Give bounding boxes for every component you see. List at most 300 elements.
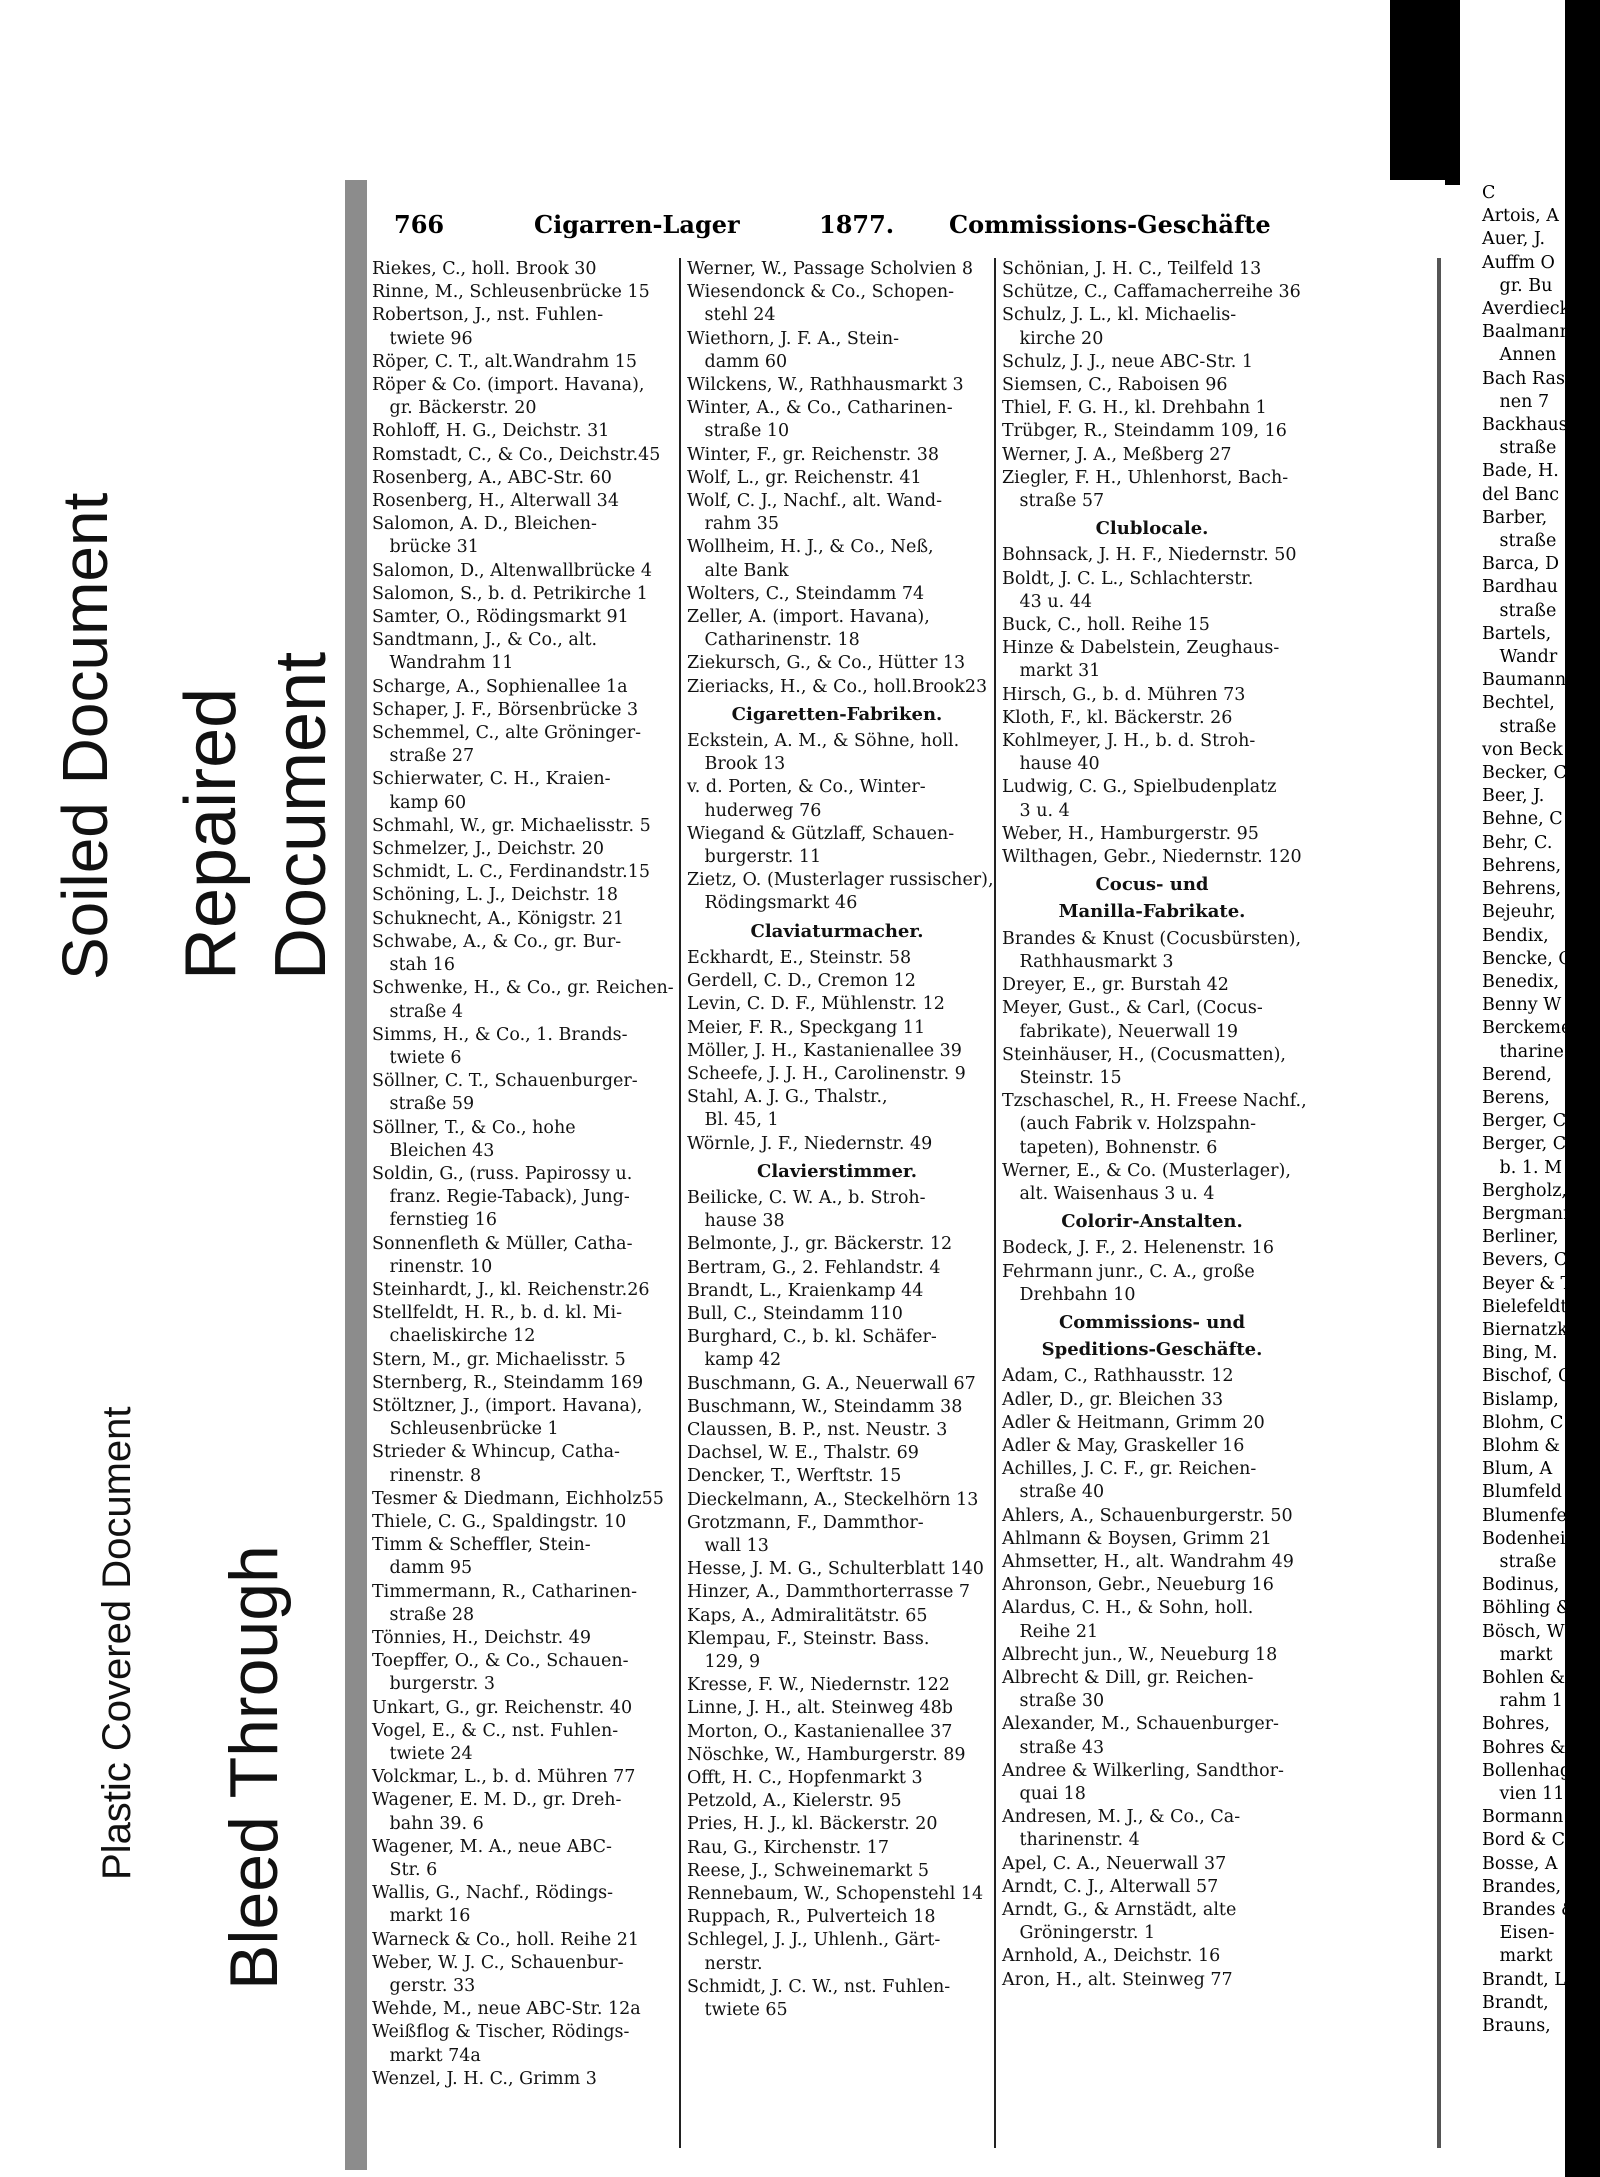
directory-entry: Bleichen 43: [372, 1140, 495, 1161]
directory-entry: Stöltzner, J., (import. Havana),: [372, 1395, 643, 1416]
directory-entry: Beilicke, C. W. A., b. Stroh-: [687, 1187, 926, 1208]
directory-entry: Bohres &: [1482, 1737, 1566, 1758]
directory-entry: Söllner, C. T., Schauenburger-: [372, 1071, 638, 1092]
directory-entry: (auch Fabrik v. Holzspahn-: [1002, 1114, 1257, 1135]
directory-entry: Grotzmann, F., Dammthor-: [687, 1512, 924, 1533]
label-repaired: Repaired: [171, 687, 251, 980]
directory-entry: fabrikate), Neuerwall 19: [1002, 1021, 1239, 1042]
directory-entry: straße 30: [1002, 1691, 1105, 1712]
directory-entry: Stellfeldt, H. R., b. d. kl. Mi-: [372, 1303, 623, 1324]
directory-entry: twiete 96: [372, 328, 473, 349]
directory-entry: 129, 9: [687, 1651, 761, 1672]
directory-entry: Catharinenstr. 18: [687, 630, 860, 651]
directory-entry: Bull, C., Steindamm 110: [687, 1303, 903, 1324]
directory-entry: Vogel, E., & C., nst. Fuhlen-: [372, 1720, 619, 1741]
directory-entry: rinenstr. 8: [372, 1465, 482, 1486]
directory-entry: Sternberg, R., Steindamm 169: [372, 1372, 644, 1393]
directory-entry: Siemsen, C., Raboisen 96: [1002, 375, 1228, 396]
directory-entry: Sandtmann, J., & Co., alt.: [372, 630, 598, 651]
directory-entry: Bischof, C: [1482, 1366, 1572, 1387]
directory-entry: Berliner,: [1482, 1227, 1559, 1248]
directory-entry: Berend,: [1482, 1064, 1552, 1085]
directory-entry: Tesmer & Diedmann, Eichholz55: [372, 1488, 664, 1509]
directory-entry: Wolters, C., Steindamm 74: [687, 583, 925, 604]
directory-entry: Bösch, W: [1482, 1621, 1565, 1642]
directory-entry: Claussen, B. P., nst. Neustr. 3: [687, 1419, 948, 1440]
directory-entry: Eckhardt, E., Steinstr. 58: [687, 947, 912, 968]
directory-entry: b. 1. M: [1482, 1157, 1563, 1178]
directory-entry: Zieriacks, H., & Co., holl.Brook23: [687, 676, 988, 697]
directory-entry: damm 95: [372, 1558, 473, 1579]
directory-entry: Warneck & Co., holl. Reihe 21: [372, 1929, 640, 1950]
directory-entry: Aron, H., alt. Steinweg 77: [1002, 1969, 1233, 1990]
directory-entry: burgerstr. 11: [687, 847, 822, 868]
directory-entry: Berckemei: [1482, 1018, 1577, 1039]
directory-entry: Brandes,: [1482, 1876, 1562, 1897]
directory-entry: Kloth, F., kl. Bäckerstr. 26: [1002, 707, 1233, 728]
directory-entry: Wilckens, W., Rathhausmarkt 3: [687, 375, 964, 396]
directory-entry: Steinhardt, J., kl. Reichenstr.26: [372, 1279, 650, 1300]
label-bleed-through: Bleed Through: [216, 1545, 292, 1990]
directory-entry: Strieder & Whincup, Catha-: [372, 1442, 620, 1463]
section-heading: Manilla-Fabrikate.: [1058, 901, 1246, 923]
directory-entry: v. d. Porten, & Co., Winter-: [687, 777, 926, 798]
directory-entry: Andree & Wilkerling, Sandthor-: [1002, 1760, 1284, 1781]
section-heading: Clavierstimmer.: [757, 1160, 917, 1182]
directory-entry: Rosenberg, A., ABC-Str. 60: [372, 467, 612, 488]
directory-entry: vien 11: [1482, 1784, 1565, 1805]
directory-entry: Bing, M.: [1482, 1343, 1558, 1364]
directory-entry: Rinne, M., Schleusenbrücke 15: [372, 282, 650, 303]
directory-entry: fernstieg 16: [372, 1210, 497, 1231]
directory-entry: Schönian, J. H. C., Teilfeld 13: [1002, 259, 1262, 279]
directory-entry: gr. Bu: [1482, 275, 1553, 296]
directory-entry: Bl. 45, 1: [687, 1110, 779, 1131]
directory-entry: Ahlers, A., Schauenburgerstr. 50: [1002, 1505, 1293, 1526]
directory-entry: Rennebaum, W., Schopenstehl 14: [687, 1884, 984, 1905]
directory-entry: alt. Waisenhaus 3 u. 4: [1002, 1183, 1215, 1204]
directory-entry: straße 40: [1002, 1482, 1105, 1503]
directory-entry: Wilthagen, Gebr., Niedernstr. 120: [1002, 847, 1302, 868]
directory-entry: Werner, J. A., Meßberg 27: [1002, 444, 1232, 465]
directory-entry: Bartels,: [1482, 623, 1552, 644]
directory-entry: Wagener, M. A., neue ABC-: [372, 1836, 612, 1857]
directory-entry: Scheefe, J. J. H., Carolinenstr. 9: [687, 1063, 966, 1084]
directory-entry: Bosse, A: [1482, 1853, 1558, 1874]
directory-entry: Wagener, E. M. D., gr. Dreh-: [372, 1790, 622, 1811]
scanned-page: [345, 180, 1577, 2170]
left-title: Cigarren-Lager: [534, 210, 740, 239]
right-title: Commissions-Geschäfte: [949, 210, 1271, 239]
directory-entry: Bade, H.: [1482, 461, 1559, 482]
directory-entry: markt: [1482, 1946, 1553, 1967]
directory-entry: Wollheim, H. J., & Co., Neß,: [687, 537, 934, 558]
directory-entry: Barca, D: [1482, 554, 1560, 575]
directory-entry: hause 40: [1002, 754, 1100, 775]
directory-entry: Buck, C., holl. Reihe 15: [1002, 615, 1210, 636]
directory-entry: Schuknecht, A., Königstr. 21: [372, 908, 625, 929]
directory-entry: huderweg 76: [687, 800, 822, 821]
directory-entry: Linne, J. H., alt. Steinweg 48b: [687, 1698, 953, 1719]
directory-entry: Schmidt, J. C. W., nst. Fuhlen-: [687, 1976, 951, 1997]
directory-entry: Buschmann, W., Steindamm 38: [687, 1396, 963, 1417]
directory-entry: Toepffer, O., & Co., Schauen-: [372, 1651, 629, 1672]
section-heading: Commissions- und: [1058, 1311, 1246, 1333]
directory-entry: tapeten), Bohnenstr. 6: [1002, 1137, 1218, 1158]
directory-entry: Adler & May, Graskeller 16: [1002, 1435, 1245, 1456]
directory-entry: Schulz, J. J., neue ABC-Str. 1: [1002, 351, 1254, 372]
directory-entry: alte Bank: [687, 560, 789, 581]
directory-entry: Buschmann, G. A., Neuerwall 67: [687, 1373, 976, 1394]
directory-entry: Wandrahm 11: [372, 653, 514, 674]
directory-entry: Dencker, T., Werftstr. 15: [687, 1466, 902, 1487]
directory-entry: Wallis, G., Nachf., Rödings-: [372, 1883, 614, 1904]
directory-entry: burgerstr. 3: [372, 1674, 495, 1695]
directory-entry: Salomon, S., b. d. Petrikirche 1: [372, 583, 648, 604]
directory-entry: Wörnle, J. F., Niedernstr. 49: [687, 1133, 933, 1154]
directory-entry: Schöning, L. J., Deichstr. 18: [372, 885, 619, 906]
directory-entry: markt 74a: [372, 2045, 481, 2066]
directory-entry: markt: [1482, 1644, 1553, 1665]
directory-entry: Salomon, D., Altenwallbrücke 4: [372, 560, 652, 581]
directory-entry: Böhling &: [1482, 1598, 1572, 1619]
directory-entry: Ahronson, Gebr., Neueburg 16: [1002, 1575, 1274, 1596]
directory-entry: Arndt, C. J., Alterwall 57: [1002, 1876, 1219, 1897]
directory-entry: Dreyer, E., gr. Burstah 42: [1002, 975, 1229, 996]
directory-entry: Schmidt, L. C., Ferdinandstr.15: [372, 862, 650, 883]
directory-entry: Brandt, L., Kraienkamp 44: [687, 1280, 924, 1301]
directory-entry: Stern, M., gr. Michaelisstr. 5: [372, 1349, 626, 1370]
directory-entry: Trübger, R., Steindamm 109, 16: [1002, 421, 1287, 442]
directory-entry: twiete 6: [372, 1047, 462, 1068]
directory-entry: Beer, J.: [1482, 786, 1545, 807]
directory-entry: Wiegand & Gützlaff, Schauen-: [687, 823, 955, 844]
directory-entry: Berens,: [1482, 1087, 1550, 1108]
directory-entry: Averdieck,: [1482, 299, 1576, 320]
directory-entry: Meier, F. R., Speckgang 11: [687, 1017, 926, 1038]
directory-entry: Wehde, M., neue ABC-Str. 12a: [372, 1999, 641, 2020]
directory-entry: Behne, C: [1482, 809, 1563, 830]
directory-entry: Annen: [1482, 345, 1557, 366]
directory-entry: twiete 65: [687, 2000, 788, 2021]
directory-entry: Berger, C: [1482, 1111, 1567, 1132]
directory-entry: von Beck: [1482, 739, 1563, 760]
directory-entry: Hirsch, G., b. d. Mühren 73: [1002, 684, 1246, 705]
top-edge-bar: [1390, 0, 1460, 185]
directory-entry: Soldin, G., (russ. Papirossy u.: [372, 1163, 633, 1184]
directory-entry: Bejeuhr,: [1482, 902, 1556, 923]
directory-entry: gr. Bäckerstr. 20: [372, 398, 537, 419]
directory-entry: straße 59: [372, 1094, 475, 1115]
directory-entry: straße: [1482, 600, 1557, 621]
directory-entry: Simms, H., & Co., 1. Brands-: [372, 1024, 628, 1045]
directory-entry: Bach Ras: [1482, 368, 1565, 389]
section-heading: Cigaretten-Fabriken.: [731, 703, 943, 725]
directory-entry: Hesse, J. M. G., Schulterblatt 140: [687, 1559, 984, 1580]
directory-entry: markt 31: [1002, 661, 1101, 682]
label-soiled-document: Soiled Document: [49, 492, 121, 980]
directory-entry: Meyer, Gust., & Carl, (Cocus-: [1002, 998, 1263, 1019]
directory-entry: straße: [1482, 438, 1557, 459]
directory-entry: Albrecht jun., W., Neueburg 18: [1002, 1644, 1278, 1665]
directory-entry: Bergmann: [1482, 1203, 1575, 1224]
directory-entry: Weber, H., Hamburgerstr. 95: [1002, 823, 1259, 844]
directory-entry: Drehbahn 10: [1002, 1284, 1136, 1305]
directory-entry: Andresen, M. J., & Co., Ca-: [1002, 1807, 1241, 1828]
directory-entry: Zeller, A. (import. Havana),: [687, 607, 930, 628]
directory-entry: del Banc: [1482, 484, 1560, 505]
directory-entry: rinenstr. 10: [372, 1256, 493, 1277]
directory-entry: Wandr: [1482, 647, 1558, 668]
directory-entry: Bormann: [1482, 1807, 1564, 1828]
directory-entry: Dachsel, W. E., Thalstr. 69: [687, 1443, 919, 1464]
directory-entry: Auer, J.: [1482, 229, 1546, 250]
directory-entry: Burghard, C., b. kl. Schäfer-: [687, 1327, 937, 1348]
directory-entry: Backhaus: [1482, 415, 1568, 436]
directory-entry: franz. Regie-Taback), Jung-: [372, 1187, 630, 1208]
column-3: [1002, 258, 1307, 1992]
directory-entry: Rathhausmarkt 3: [1002, 951, 1174, 972]
section-heading: Claviaturmacher.: [750, 920, 924, 942]
directory-entry: Schütze, C., Caffamacherreihe 36: [1002, 282, 1301, 303]
section-heading: Colorir-Anstalten.: [1061, 1211, 1243, 1233]
directory-entry: Ziekursch, G., & Co., Hütter 13: [687, 653, 966, 674]
directory-entry: Gröningerstr. 1: [1002, 1923, 1156, 1944]
directory-entry: Wiethorn, J. F. A., Stein-: [687, 328, 900, 349]
directory-entry: Winter, A., & Co., Catharinen-: [687, 398, 953, 419]
directory-entry: Adler, D., gr. Bleichen 33: [1002, 1389, 1224, 1410]
directory-entry: Rosenberg, H., Alterwall 34: [372, 491, 619, 512]
directory-entry: Bollenhag: [1482, 1760, 1572, 1781]
column-1: [372, 258, 672, 2091]
directory-entry: Bodenhei: [1482, 1528, 1566, 1549]
directory-entry: Schmelzer, J., Deichstr. 20: [372, 839, 605, 860]
directory-entry: Timm & Scheffler, Stein-: [372, 1535, 591, 1556]
directory-entry: Schemmel, C., alte Gröninger-: [372, 723, 641, 744]
directory-entry: Schmahl, W., gr. Michaelisstr. 5: [372, 815, 651, 836]
directory-entry: Kohlmeyer, J. H., b. d. Stroh-: [1002, 731, 1256, 752]
directory-entry: Kresse, F. W., Niedernstr. 122: [687, 1675, 950, 1696]
directory-entry: Söllner, T., & Co., hohe: [372, 1117, 576, 1138]
directory-entry: Auffm O: [1482, 252, 1555, 273]
directory-entry: Röper & Co. (import. Havana),: [372, 375, 645, 396]
directory-entry: Artois, A: [1482, 206, 1559, 227]
directory-entry: kirche 20: [1002, 328, 1104, 349]
directory-entry: Bencke, C: [1482, 948, 1572, 969]
directory-entry: Salomon, A. D., Bleichen-: [372, 514, 597, 535]
directory-entry: Alexander, M., Schauenburger-: [1002, 1714, 1279, 1735]
directory-entry: Schulz, J. L., kl. Michaelis-: [1002, 305, 1237, 326]
directory-entry: Brandes & Knust (Cocusbürsten),: [1002, 928, 1302, 949]
directory-entry: Riekes, C., holl. Brook 30: [372, 259, 597, 279]
directory-entry: Brandes &: [1482, 1900, 1577, 1921]
directory-entry: Morton, O., Kastanienallee 37: [687, 1721, 953, 1742]
directory-entry: Albrecht & Dill, gr. Reichen-: [1002, 1667, 1254, 1688]
directory-entry: Bevers, C: [1482, 1250, 1568, 1271]
directory-entry: Bodeck, J. F., 2. Helenenstr. 16: [1002, 1238, 1274, 1259]
directory-entry: Behr, C.: [1482, 832, 1553, 853]
directory-entry: hause 38: [687, 1211, 785, 1232]
directory-entry: 3 u. 4: [1002, 800, 1070, 821]
directory-entry: Sonnenfleth & Müller, Catha-: [372, 1233, 633, 1254]
directory-entry: Str. 6: [372, 1860, 438, 1881]
directory-entry: Dieckelmann, A., Steckelhörn 13: [687, 1489, 979, 1510]
directory-entry: Tönnies, H., Deichstr. 49: [372, 1627, 591, 1648]
page-number: 766: [394, 210, 445, 239]
directory-entry: straße 57: [1002, 491, 1105, 512]
directory-entry: Gerdell, C. D., Cremon 12: [687, 971, 916, 992]
directory-entry: Werner, W., Passage Scholvien 8: [687, 259, 974, 279]
directory-entry: Wenzel, J. H. C., Grimm 3: [372, 2068, 597, 2089]
page-fold: [1437, 258, 1441, 2148]
directory-entry: Eckstein, A. M., & Söhne, holl.: [687, 731, 960, 752]
directory-entry: Hinze & Dabelstein, Zeughaus-: [1002, 638, 1280, 659]
directory-entry: Timmermann, R., Catharinen-: [372, 1581, 638, 1602]
directory-entry: Biernatzk: [1482, 1319, 1568, 1340]
directory-entry: nen 7: [1482, 391, 1550, 412]
directory-entry: brücke 31: [372, 537, 479, 558]
directory-entry: Hinzer, A., Dammthorterrasse 7: [687, 1582, 971, 1603]
directory-entry: straße 4: [372, 1001, 464, 1022]
directory-entry: straße: [1482, 531, 1557, 552]
directory-entry: Kaps, A., Admiralitätstr. 65: [687, 1605, 928, 1626]
directory-entry: kamp 42: [687, 1350, 782, 1371]
directory-entry: Reese, J., Schweinemarkt 5: [687, 1860, 930, 1881]
directory-entry: Achilles, J. C. F., gr. Reichen-: [1002, 1459, 1257, 1480]
directory-entry: Ziegler, F. H., Uhlenhorst, Bach-: [1002, 467, 1289, 488]
directory-entry: Benny W: [1482, 995, 1562, 1016]
directory-entry: stehl 24: [687, 305, 776, 326]
directory-entry: Behrens,: [1482, 855, 1562, 876]
directory-entry: wall 13: [687, 1535, 769, 1556]
directory-entry: Bohres,: [1482, 1714, 1550, 1735]
directory-entry: Bodinus,: [1482, 1575, 1560, 1596]
directory-entry: Becker, C: [1482, 763, 1567, 784]
directory-entry: rahm 35: [687, 514, 779, 535]
directory-entry: Beyer & T: [1482, 1273, 1573, 1294]
directory-entry: Weber, W. J. C., Schauenbur-: [372, 1952, 624, 1973]
directory-entry: Stahl, A. J. G., Thalstr.,: [687, 1087, 888, 1108]
directory-entry: Brauns,: [1482, 2016, 1551, 2037]
directory-entry: Alardus, C. H., & Sohn, holl.: [1002, 1598, 1254, 1619]
directory-entry: Reihe 21: [1002, 1621, 1099, 1642]
directory-entry: Fehrmann junr., C. A., große: [1002, 1261, 1255, 1282]
directory-entry: Blumfeld: [1482, 1482, 1562, 1503]
directory-entry: Wolf, L., gr. Reichenstr. 41: [687, 467, 922, 488]
directory-entry: Weißflog & Tischer, Rödings-: [372, 2022, 630, 2043]
directory-entry: Bord & C: [1482, 1830, 1566, 1851]
directory-entry: Petzold, A., Kielerstr. 95: [687, 1791, 902, 1812]
directory-entry: Schaper, J. F., Börsenbrücke 3: [372, 699, 639, 720]
directory-entry: Unkart, G., gr. Reichenstr. 40: [372, 1697, 633, 1718]
section-heading: Speditions-Geschäfte.: [1041, 1339, 1263, 1361]
column-2: [687, 258, 994, 2022]
directory-entry: twiete 24: [372, 1744, 473, 1764]
directory-entry: Brandt,: [1482, 1992, 1549, 2013]
directory-entry: Möller, J. H., Kastanienallee 39: [687, 1040, 962, 1061]
directory-entry: Eisen-: [1482, 1923, 1555, 1944]
directory-entry: Bislamp,: [1482, 1389, 1559, 1410]
directory-entry: gerstr. 33: [372, 1976, 476, 1997]
directory-entry: straße: [1482, 1551, 1557, 1572]
directory-entry: Blohm &: [1482, 1435, 1560, 1456]
directory-entry: Rau, G., Kirchenstr. 17: [687, 1837, 890, 1858]
directory-entry: nerstr.: [687, 1953, 763, 1974]
directory-entry: Bohlen &: [1482, 1668, 1566, 1688]
directory-entry: Schleusenbrücke 1: [372, 1419, 559, 1440]
directory-entry: Brandt, L: [1482, 1969, 1566, 1990]
directory-entry: Blohm, C: [1482, 1412, 1564, 1433]
directory-entry: Samter, O., Rödingsmarkt 91: [372, 607, 629, 628]
directory-entry: Nöschke, W., Hamburgerstr. 89: [687, 1744, 966, 1765]
directory-entry: Steinhäuser, H., (Cocusmatten),: [1002, 1044, 1286, 1065]
directory-entry: Apel, C. A., Neuerwall 37: [1002, 1853, 1227, 1874]
directory-entry: Belmonte, J., gr. Bäckerstr. 12: [687, 1234, 953, 1255]
directory-entry: straße 27: [372, 746, 475, 767]
directory-entry: Bohnsack, J. H. F., Niedernstr. 50: [1002, 545, 1297, 566]
column-divider: [679, 258, 681, 2148]
directory-entry: Bechtel,: [1482, 693, 1555, 714]
directory-entry: Arnhold, A., Deichstr. 16: [1002, 1946, 1221, 1967]
directory-entry: Baalmann: [1482, 322, 1571, 343]
column-divider: [994, 258, 996, 2148]
directory-entry: Thiele, C. G., Spaldingstr. 10: [372, 1511, 627, 1532]
column-4-partial: [1482, 182, 1582, 2038]
directory-entry: quai 18: [1002, 1784, 1086, 1804]
directory-entry: Adler & Heitmann, Grimm 20: [1002, 1412, 1265, 1433]
directory-entry: chaeliskirche 12: [372, 1326, 536, 1347]
directory-entry: Ahmsetter, H., alt. Wandrahm 49: [1002, 1551, 1294, 1572]
directory-entry: Bendix,: [1482, 925, 1549, 946]
directory-entry: Bergholz,: [1482, 1180, 1567, 1201]
directory-entry: Bertram, G., 2. Fehlandstr. 4: [687, 1257, 941, 1278]
directory-entry: Ahlmann & Boysen, Grimm 21: [1002, 1528, 1272, 1549]
directory-entry: Röper, C. T., alt.Wandrahm 15: [372, 351, 638, 372]
directory-entry: Wiesendonck & Co., Schopen-: [687, 282, 955, 303]
label-document: Document: [261, 651, 341, 980]
directory-entry: Winter, F., gr. Reichenstr. 38: [687, 444, 940, 465]
page-header: [389, 210, 1449, 250]
directory-entry: Schwabe, A., & Co., gr. Bur-: [372, 931, 622, 952]
directory-entry: Blumenfel: [1482, 1505, 1573, 1526]
year: 1877.: [819, 210, 895, 239]
directory-entry: Tzschaschel, R., H. Freese Nachf.,: [1002, 1091, 1307, 1112]
directory-entry: straße: [1482, 716, 1557, 737]
directory-entry: Behrens,: [1482, 879, 1562, 900]
directory-entry: tharinenstr. 4: [1002, 1830, 1140, 1851]
directory-entry: damm 60: [687, 351, 788, 372]
directory-entry: tharine: [1482, 1041, 1564, 1062]
directory-entry: Offt, H. C., Hopfenmarkt 3: [687, 1768, 923, 1788]
directory-entry: rahm 1: [1482, 1691, 1563, 1712]
directory-entry: Ruppach, R., Pulverteich 18: [687, 1907, 936, 1928]
directory-entry: straße 28: [372, 1604, 475, 1625]
directory-entry: Barber,: [1482, 507, 1548, 528]
directory-entry: Blum, A: [1482, 1459, 1553, 1480]
directory-entry: kamp 60: [372, 792, 467, 813]
directory-entry: Volckmar, L., b. d. Mühren 77: [372, 1767, 636, 1788]
directory-entry: stah 16: [372, 955, 456, 976]
directory-entry: Wolf, C. J., Nachf., alt. Wand-: [687, 491, 942, 512]
directory-entry: bahn 39. 6: [372, 1813, 484, 1834]
directory-entry: Steinstr. 15: [1002, 1067, 1122, 1088]
directory-entry: Werner, E., & Co. (Musterlager),: [1002, 1160, 1291, 1181]
directory-entry: Schlegel, J. J., Uhlenh., Gärt-: [687, 1930, 941, 1951]
directory-entry: Rödingsmarkt 46: [687, 893, 858, 914]
directory-entry: Pries, H. J., kl. Bäckerstr. 20: [687, 1814, 938, 1835]
directory-entry: Scharge, A., Sophienallee 1a: [372, 676, 628, 697]
directory-entry: Schwenke, H., & Co., gr. Reichen-: [372, 978, 674, 999]
